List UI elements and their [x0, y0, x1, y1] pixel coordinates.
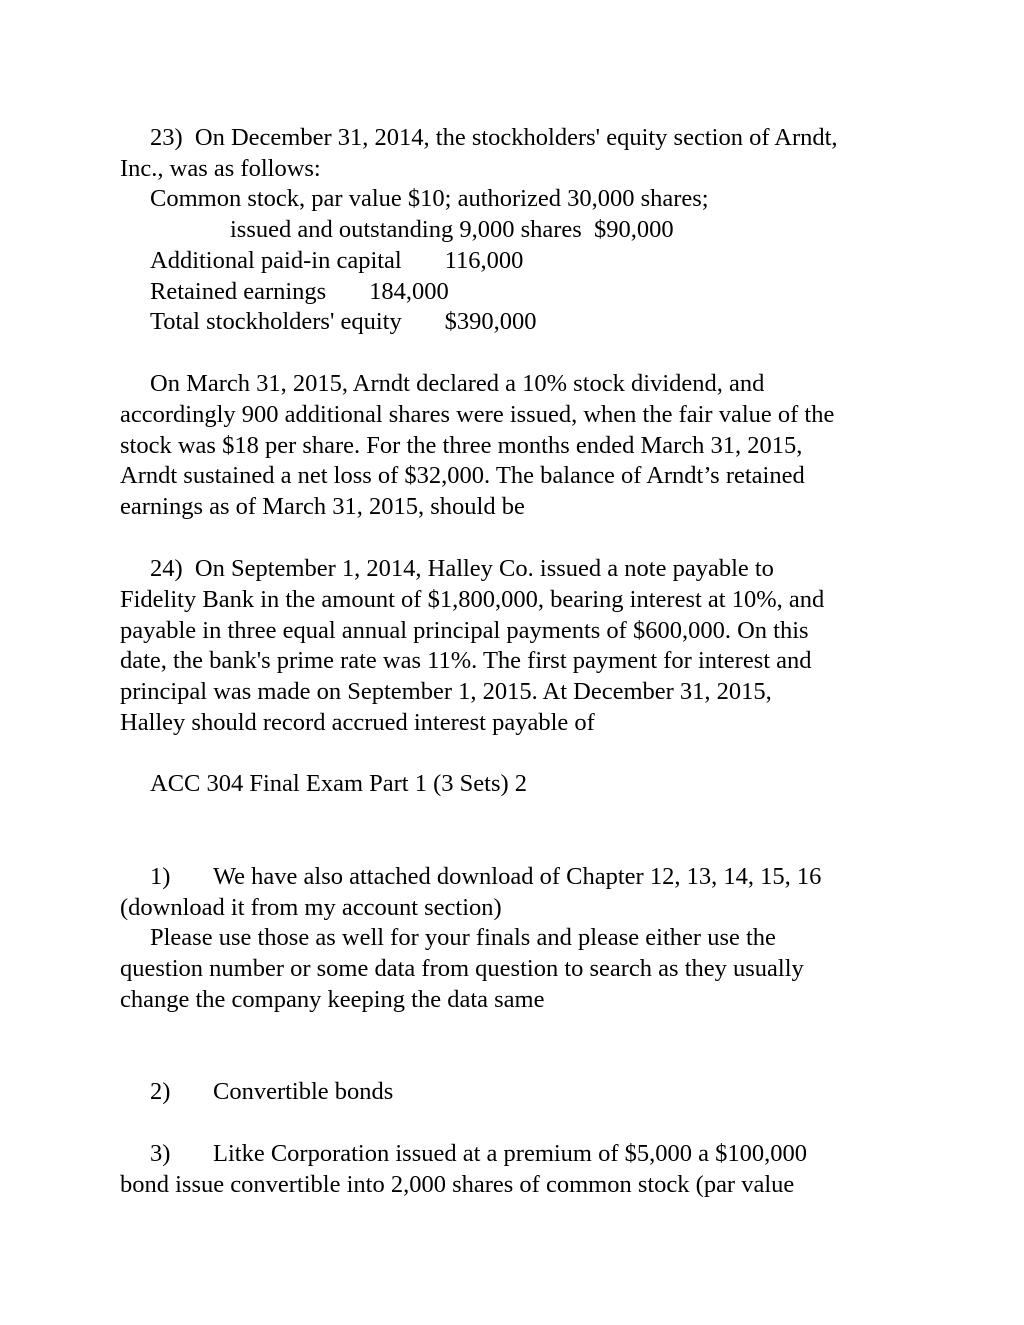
- q24-line-2: Fidelity Bank in the amount of $1,800,000, bearing interest at 10%, and: [120, 586, 825, 613]
- equity-issued-line: issued and outstanding 9,000 shares $90,000: [230, 216, 674, 243]
- item-1-line-2: (download it from my account section): [120, 894, 502, 921]
- item-1-line-1: We have also attached download of Chapter 12, 13, 14, 15, 16: [213, 863, 822, 890]
- q24-line-4: date, the bank's prime rate was 11%. The first payment for interest and: [120, 647, 812, 674]
- q23-paragraph-line-1: On March 31, 2015, Arndt declared a 10% stock dividend, and: [150, 370, 765, 397]
- item-1-line-4: question number or some data from question to search as they usually: [120, 955, 804, 982]
- equity-total-line: Total stockholders' equity $390,000: [150, 308, 537, 335]
- q23-line-2: Inc., was as follows:: [120, 155, 321, 182]
- q24-line-6: Halley should record accrued interest payable of: [120, 709, 595, 736]
- item-1-number: 1): [150, 863, 171, 890]
- q23-paragraph-line-3: stock was $18 per share. For the three months ended March 31, 2015,: [120, 432, 803, 459]
- item-1-line-5: change the company keeping the data same: [120, 986, 545, 1013]
- q23-line-1: 23) On December 31, 2014, the stockholders' equity section of Arndt,: [150, 124, 838, 151]
- equity-common-stock-line: Common stock, par value $10; authorized 30,000 shares;: [150, 185, 709, 212]
- equity-retained-earnings-line: Retained earnings 184,000: [150, 278, 449, 305]
- item-2-text: Convertible bonds: [213, 1078, 394, 1105]
- q23-paragraph-line-5: earnings as of March 31, 2015, should be: [120, 493, 525, 520]
- q23-paragraph-line-4: Arndt sustained a net loss of $32,000. The balance of Arndt’s retained: [120, 462, 805, 489]
- equity-apic-line: Additional paid-in capital 116,000: [150, 247, 524, 274]
- item-3-line-2: bond issue convertible into 2,000 shares of common stock (par value: [120, 1171, 795, 1198]
- item-3-line-1: Litke Corporation issued at a premium of $5,000 a $100,000: [213, 1140, 808, 1167]
- item-1-line-3: Please use those as well for your finals and please either use the: [150, 924, 776, 951]
- item-3-number: 3): [150, 1140, 171, 1167]
- item-2-number: 2): [150, 1078, 171, 1105]
- q24-line-5: principal was made on September 1, 2015. At December 31, 2015,: [120, 678, 772, 705]
- q24-line-1: 24) On September 1, 2014, Halley Co. issued a note payable to: [150, 555, 774, 582]
- q23-paragraph-line-2: accordingly 900 additional shares were issued, when the fair value of the: [120, 401, 835, 428]
- section-title: ACC 304 Final Exam Part 1 (3 Sets) 2: [150, 770, 528, 797]
- q24-line-3: payable in three equal annual principal payments of $600,000. On this: [120, 617, 809, 644]
